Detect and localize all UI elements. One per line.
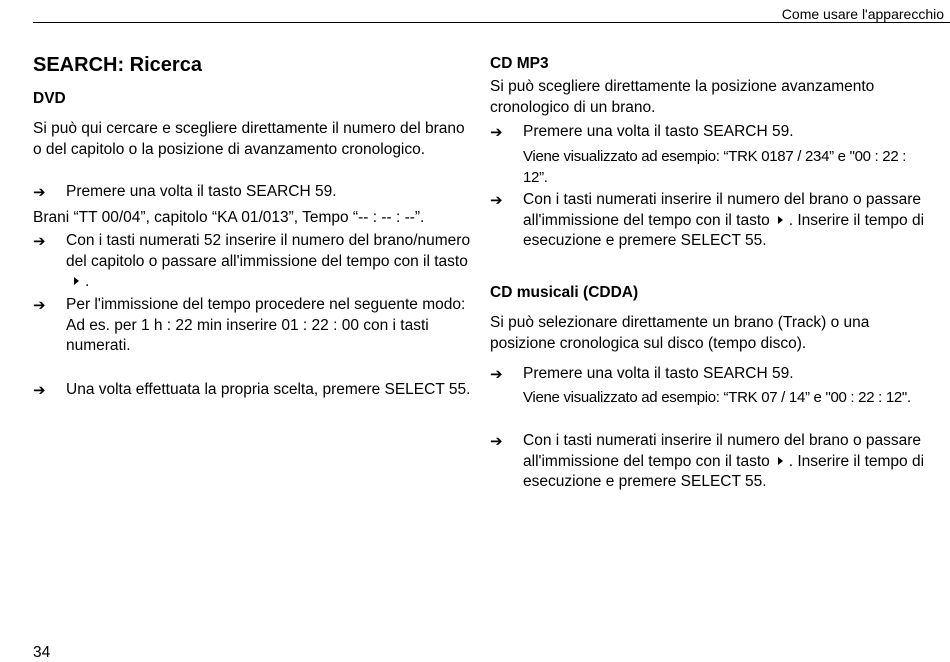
- cdda-step-1-note: Viene visualizzato ad esempio: “TRK 07 / 14” e "00 : 22 : 12".: [523, 389, 911, 406]
- play-triangle-icon: [74, 277, 79, 285]
- cdda-heading: CD musicali (CDDA): [490, 284, 639, 301]
- header-rule: [33, 22, 950, 23]
- play-triangle-icon: [778, 216, 783, 224]
- dvd-step-4-text: Una volta effettuata la propria scelta, premere SELECT 55.: [66, 381, 471, 398]
- arrow-right-icon: ➔: [490, 365, 503, 383]
- mp3-step-2: [490, 190, 930, 252]
- dvd-step-3: [33, 295, 473, 357]
- dvd-step-1-text: Premere una volta il tasto SEARCH 59.: [66, 183, 337, 200]
- dvd-subheading: DVD: [33, 90, 66, 107]
- mp3-heading: CD MP3: [490, 55, 549, 72]
- dvd-step-2-text-b: .: [85, 273, 90, 290]
- mp3-intro: Si può scegliere direttamente la posizione avanzamento cronologico di un brano.: [490, 78, 875, 116]
- running-header: Come usare l'apparecchio: [781, 6, 944, 22]
- mp3-step-1-note: Viene visualizzato ad esempio: “TRK 0187 / 234” e "00 : 22 : 12”.: [523, 148, 907, 186]
- arrow-right-icon: ➔: [33, 296, 46, 314]
- dvd-step-3-line-2: Ad es. per 1 h : 22 min inserire 01 : 22 : 00 con i tasti numerati.: [66, 316, 429, 354]
- mp3-step-2-text-a: Con i tasti numerati inserire il numero del brano o passare all'immissione del tempo con il tasto: [523, 191, 922, 229]
- dvd-intro: Si può qui cercare e scegliere direttamente il numero del brano o del capitolo o la posizione di avanzamento cronologico.: [33, 120, 465, 158]
- mp3-step-1-text: Premere una volta il tasto SEARCH 59.: [523, 123, 794, 140]
- mp3-step-2-text-b: . Inserire il tempo di esecuzione e premere SELECT 55.: [523, 211, 925, 249]
- cdda-intro: Si può selezionare direttamente un brano (Track) o una posizione cronologica sul disco (tempo disco).: [490, 314, 870, 352]
- dvd-step-2: [33, 231, 473, 293]
- dvd-step-1: [33, 182, 473, 203]
- dvd-step-3-line-1: Per l'immissione del tempo procedere nel seguente modo:: [66, 296, 466, 313]
- mp3-step-2-text: [523, 190, 930, 252]
- page-number: 34: [33, 644, 51, 661]
- cdda-step-2-text-a: Con i tasti numerati inserire il numero del brano o passare all'immissione del tempo con il tasto: [523, 432, 922, 470]
- cdda-step-2: [490, 431, 930, 493]
- arrow-right-icon: ➔: [33, 183, 46, 201]
- mp3-step-1: [490, 122, 930, 143]
- arrow-right-icon: ➔: [490, 123, 503, 141]
- cdda-step-1: [490, 364, 930, 385]
- arrow-right-icon: ➔: [490, 191, 503, 209]
- dvd-step-2-text-a: Con i tasti numerati 52 inserire il numero del brano/numero del capitolo o passare all'immissione del tempo con il tasto: [66, 232, 471, 270]
- dvd-display-info: Brani “TT 00/04”, capitolo “KA 01/013”, Tempo “-- : -- : --”.: [33, 209, 425, 226]
- dvd-step-4: [33, 380, 473, 401]
- section-heading: SEARCH: Ricerca: [33, 54, 202, 76]
- cdda-step-1-text: Premere una volta il tasto SEARCH 59.: [523, 365, 794, 382]
- dvd-step-3-text: [66, 295, 473, 357]
- cdda-step-2-text: [523, 431, 930, 493]
- arrow-right-icon: ➔: [33, 232, 46, 250]
- play-triangle-icon: [778, 457, 783, 465]
- cdda-step-2-text-b: . Inserire il tempo di esecuzione e premere SELECT 55.: [523, 452, 925, 490]
- arrow-right-icon: ➔: [33, 381, 46, 399]
- dvd-step-2-text: [66, 231, 473, 293]
- arrow-right-icon: ➔: [490, 432, 503, 450]
